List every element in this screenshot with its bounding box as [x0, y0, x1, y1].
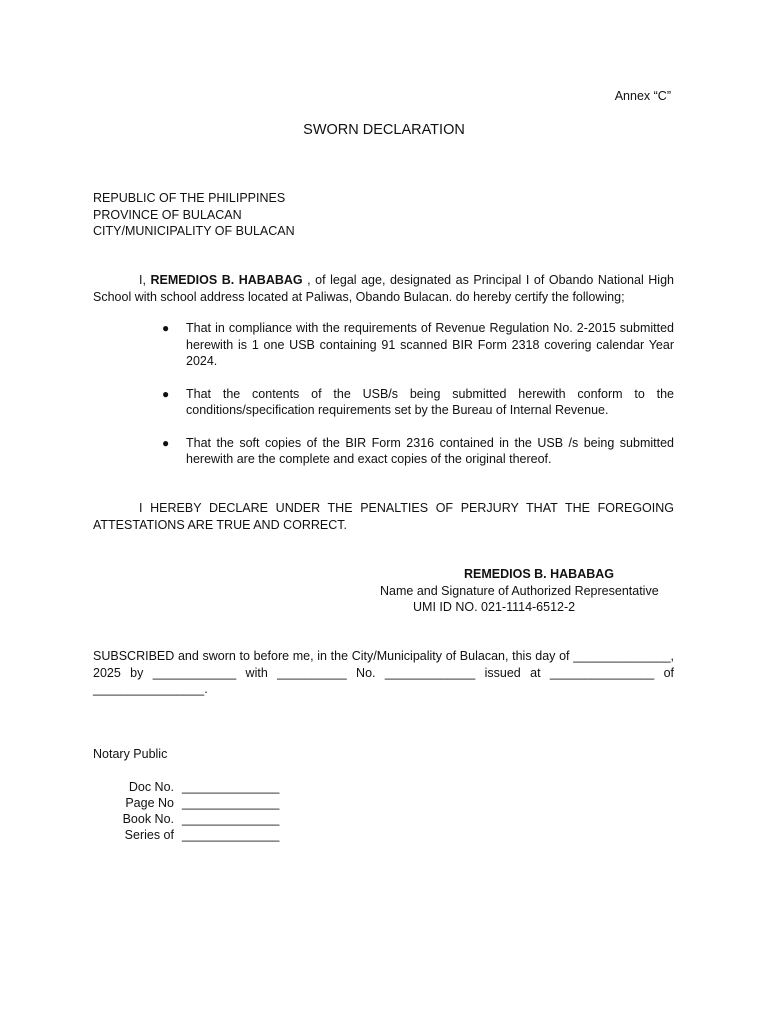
bullet-icon: ●: [162, 435, 170, 450]
signatory-name: REMEDIOS B. HABABAG: [464, 567, 615, 581]
list-item-text: That the soft copies of the BIR Form 2316 contained in the USB /s being submitted herewith are the complete and exact copies of the original thereof.: [186, 435, 674, 466]
notary-field-label: Book No.: [122, 812, 174, 826]
list-item-text: That in compliance with the requirements of Revenue Regulation No. 2-2015 submitted herewith is 1 one USB containing 91 scanned BIR Form 2318 covering calendar Year 2024.: [186, 321, 674, 368]
venue-line-republic: REPUBLIC OF THE PHILIPPINES: [93, 191, 286, 205]
bullet-icon: ●: [162, 321, 170, 335]
venue-block: [93, 190, 674, 240]
notary-row-doc: [108, 779, 279, 795]
notary-field-blank: ______________: [182, 812, 280, 826]
certification-list: [93, 320, 674, 484]
notary-row-book: [108, 811, 279, 827]
notary-row-series: [108, 827, 279, 843]
annex-label: Annex “C”: [614, 89, 671, 103]
subscribed-paragraph: SUBSCRIBED and sworn to before me, in the City/Municipality of Bulacan, this day of ______________, 2025 by ____________ with __________ No. _____________ issued at _______________ of ________________.: [93, 649, 674, 696]
venue-line-province: PROVINCE OF BULACAN: [93, 207, 242, 222]
notary-details: [108, 779, 279, 843]
signatory-umi-id: UMI ID NO. 021-1114-6512-2: [413, 600, 576, 614]
declaration-paragraph: I HEREBY DECLARE UNDER THE PENALTIES OF PERJURY THAT THE FOREGOING ATTESTATIONS ARE TRUE AND CORRECT.: [93, 501, 674, 532]
notary-field-label: Series of: [124, 828, 174, 842]
list-item-text: That the contents of the USB/s being submitted herewith conform to the conditions/specification requirements set by the Bureau of Internal Revenue.: [186, 386, 674, 417]
intro-paragraph: [93, 272, 674, 305]
document-title: SWORN DECLARATION: [303, 122, 465, 138]
notary-field-blank: ______________: [182, 796, 280, 810]
notary-field-label: Page No: [125, 796, 174, 810]
declarant-name: REMEDIOS B. HABABAG: [150, 273, 303, 287]
notary-row-page: [108, 795, 279, 811]
venue-line-city: CITY/MUNICIPALITY OF BULACAN: [93, 224, 295, 238]
list-item: [93, 386, 674, 419]
notary-field-blank: ______________: [182, 780, 280, 794]
list-item: [93, 320, 674, 370]
intro-suffix: , of legal age, designated as Principal I of Obando National High School with school address located at Paliwas, Obando Bulacan. do hereby certify the following;: [93, 273, 674, 304]
intro-prefix: I,: [139, 273, 151, 287]
list-item: [93, 435, 674, 468]
notary-field-label: Doc No.: [128, 780, 174, 794]
notary-field-blank: ______________: [182, 828, 280, 842]
signatory-title: Name and Signature of Authorized Representative: [380, 583, 659, 598]
bullet-icon: ●: [162, 386, 170, 401]
notary-public-label: Notary Public: [93, 747, 168, 761]
signature-block: [380, 566, 674, 616]
